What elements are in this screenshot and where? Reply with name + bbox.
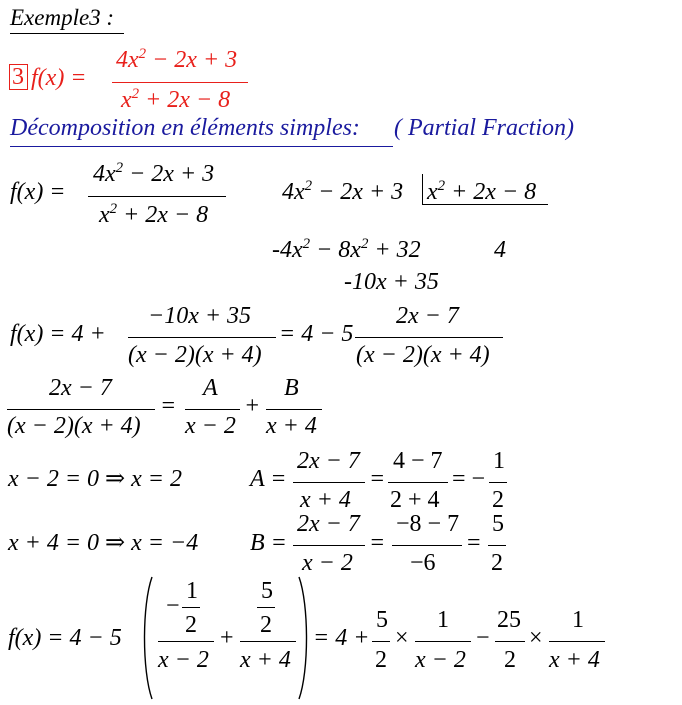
- line4-A: A: [203, 375, 218, 401]
- line4-bar: [7, 409, 155, 410]
- line4-B-bar: [266, 409, 322, 410]
- line3-frac1-num: −10x + 35: [148, 303, 252, 329]
- example-title: Exemple3 :: [10, 5, 115, 30]
- line4-B-den: x + 4: [266, 413, 317, 439]
- line7-r3-bar: [495, 641, 525, 642]
- example-denominator: $x^2 + 2x - 8$: [121, 85, 231, 113]
- line6-root: x + 4 = 0 ⇒ x = −4: [8, 530, 199, 556]
- line7-times2: ×: [529, 625, 543, 651]
- line7-times1: ×: [395, 625, 409, 651]
- division-quotient: 4: [494, 237, 506, 263]
- line7-inner1-num-num: 1: [186, 578, 198, 604]
- line7-r3-num: 25: [497, 607, 521, 633]
- line7-r4-num: 1: [572, 607, 584, 633]
- line5-A-lhs: A =: [250, 466, 287, 492]
- line7-inner1-small-bar: [182, 607, 200, 608]
- line4-den: (x − 2)(x + 4): [7, 413, 141, 439]
- example-fraction-bar: [112, 82, 248, 83]
- division-remainder: -10x + 35: [344, 269, 439, 295]
- line6-f1-den: x − 2: [302, 550, 353, 576]
- line7-inner1-minus: −: [166, 593, 180, 619]
- line7-inner2-den: x + 4: [240, 647, 291, 673]
- line5-f1-den: x + 4: [300, 487, 351, 513]
- example-number: 3: [12, 64, 24, 90]
- line7-inner1-bar: [158, 641, 214, 642]
- line7-r1-num: 5: [376, 607, 388, 633]
- line7-r4-den: x + 4: [549, 647, 600, 673]
- line5-f2-bar: [388, 482, 448, 483]
- line6-f2-den: −6: [410, 550, 436, 576]
- division-bracket-vertical: [422, 174, 423, 204]
- title-underline: [10, 33, 124, 34]
- line6-f1-bar: [293, 545, 365, 546]
- line5-f2-num: 4 − 7: [393, 448, 443, 474]
- line6-eq1: =: [369, 530, 386, 556]
- line6-f3-bar: [488, 545, 506, 546]
- line6-f3-den: 2: [491, 550, 503, 576]
- line7-r4-bar: [549, 641, 605, 642]
- line7-inner1-num-den: 2: [185, 612, 197, 638]
- division-divisor: $x^2 + 2x - 8$: [427, 177, 537, 205]
- line7-minus: −: [476, 625, 490, 651]
- heading-part2: ( Partial Fraction): [394, 115, 574, 141]
- heading-underline: [10, 146, 393, 147]
- division-dividend: $4x^2 - 2x + 3$: [282, 177, 404, 205]
- line7-inner2-num-num: 5: [261, 578, 273, 604]
- line5-eq1: =: [369, 466, 386, 492]
- line6-f3-num: 5: [492, 511, 504, 537]
- line4-B: B: [284, 375, 299, 401]
- line7-lhs: f(x) = 4 − 5: [8, 625, 122, 651]
- line4-A-bar: [185, 409, 240, 410]
- line5-f3-bar: [489, 482, 507, 483]
- line3-mid: = 4 − 5: [279, 321, 354, 347]
- line5-f3-den: 2: [492, 487, 504, 513]
- line7-r2-bar: [415, 641, 471, 642]
- example-lhs: f(x) =: [31, 65, 87, 91]
- line7-inner1-den: x − 2: [158, 647, 209, 673]
- line7-r1-bar: [372, 641, 390, 642]
- line7-r2-num: 1: [437, 607, 449, 633]
- line5-eq2: = −: [452, 466, 486, 492]
- line6-f1-num: 2x − 7: [297, 511, 360, 537]
- line7-inner2-num-den: 2: [260, 612, 272, 638]
- f2-denominator: $x^2 + 2x - 8$: [99, 200, 209, 228]
- line7-r2-den: x − 2: [415, 647, 466, 673]
- line4-num: 2x − 7: [49, 375, 112, 401]
- line4-A-den: x − 2: [185, 413, 236, 439]
- division-subtract: $-4x^2 - 8x^2 + 32$: [272, 235, 421, 263]
- heading-part1: Décomposition en éléments simples:: [10, 115, 360, 141]
- f-lhs-2: f(x) =: [10, 179, 66, 205]
- line5-f2-den: 2 + 4: [390, 487, 440, 513]
- line3-lhs: f(x) = 4 +: [10, 321, 106, 347]
- f2-numerator: $4x^2 - 2x + 3$: [93, 159, 215, 187]
- line7-eq: = 4 +: [313, 625, 370, 651]
- line3-frac2-bar: [355, 337, 503, 338]
- line7-r3-den: 2: [504, 647, 516, 673]
- line5-root: x − 2 = 0 ⇒ x = 2: [8, 466, 182, 492]
- line6-f2-bar: [392, 545, 462, 546]
- line7-inner2-small-bar: [257, 607, 275, 608]
- line7-right-paren: [297, 575, 311, 701]
- line5-f1-bar: [293, 482, 365, 483]
- line5-f1-num: 2x − 7: [297, 448, 360, 474]
- f2-fraction-bar: [88, 196, 226, 197]
- line6-B-lhs: B =: [250, 530, 287, 556]
- line3-frac2-den: (x − 2)(x + 4): [356, 342, 490, 368]
- line6-eq2: =: [467, 530, 481, 556]
- line7-r1-den: 2: [375, 647, 387, 673]
- line7-plus: +: [220, 625, 234, 651]
- line5-f3-num: 1: [493, 448, 505, 474]
- line3-frac1-den: (x − 2)(x + 4): [128, 342, 262, 368]
- example-numerator: $4x^2 - 2x + 3$: [116, 45, 238, 73]
- line3-frac1-bar: [128, 337, 276, 338]
- line4-eq: =: [160, 393, 177, 419]
- line7-inner2-bar: [240, 641, 296, 642]
- line3-frac2-num: 2x − 7: [396, 303, 459, 329]
- line4-plus: +: [244, 393, 261, 419]
- line6-f2-num: −8 − 7: [396, 511, 460, 537]
- line7-left-paren: [140, 575, 154, 701]
